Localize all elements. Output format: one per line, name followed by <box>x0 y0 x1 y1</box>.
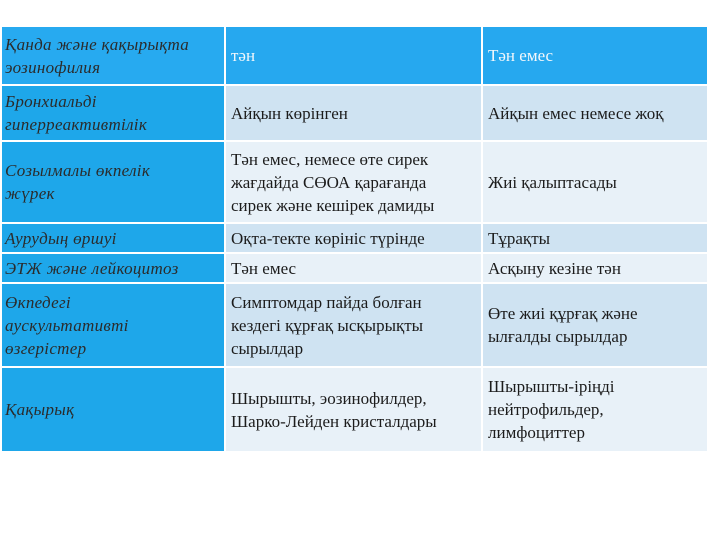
row-label: Өкпедегі аускультативті өзгерістер <box>2 284 224 366</box>
row-cell-atypical: Жиі қалыптасады <box>483 142 707 222</box>
row-cell-typical: Тән емес, немесе өте сирек жағдайда СӨОА қарағанда сирек және кешірек дамиды <box>226 142 481 222</box>
table-row <box>2 86 707 140</box>
row-label: ЭТЖ және лейкоцитоз <box>2 254 224 282</box>
table-row <box>2 224 707 252</box>
row-cell-atypical: Тұрақты <box>483 224 707 252</box>
row-label: Созылмалы өкпелік жүрек <box>2 142 224 222</box>
row-cell-atypical: Өте жиі құрғақ және ылғалды сырылдар <box>483 284 707 366</box>
row-cell-typical: Айқын көрінген <box>226 86 481 140</box>
table-row <box>2 142 707 222</box>
header-cell-atypical: Тән емес <box>483 27 707 84</box>
table-header-row <box>2 27 707 84</box>
comparison-table <box>2 27 707 453</box>
table-row <box>2 368 707 451</box>
header-cell-typical: тән <box>226 27 481 84</box>
row-label: Аурудың өршуі <box>2 224 224 252</box>
header-cell-criterion: Қанда және қақырықта эозинофилия <box>2 27 224 84</box>
row-cell-typical: Оқта-текте көрініс түрінде <box>226 224 481 252</box>
table-row <box>2 254 707 282</box>
table-row <box>2 284 707 366</box>
row-cell-typical: Шырышты, эозинофилдер, Шарко-Лейден кристалдары <box>226 368 481 451</box>
row-cell-atypical: Асқыну кезіне тән <box>483 254 707 282</box>
row-cell-typical: Тән емес <box>226 254 481 282</box>
row-cell-atypical: Шырышты-іріңді нейтрофильдер, лимфоциттер <box>483 368 707 451</box>
row-label: Бронхиальді гиперреактивтілік <box>2 86 224 140</box>
row-cell-atypical: Айқын емес немесе жоқ <box>483 86 707 140</box>
row-label: Қақырық <box>2 368 224 451</box>
row-cell-typical: Симптомдар пайда болған кездегі құрғақ ысқырықты сырылдар <box>226 284 481 366</box>
